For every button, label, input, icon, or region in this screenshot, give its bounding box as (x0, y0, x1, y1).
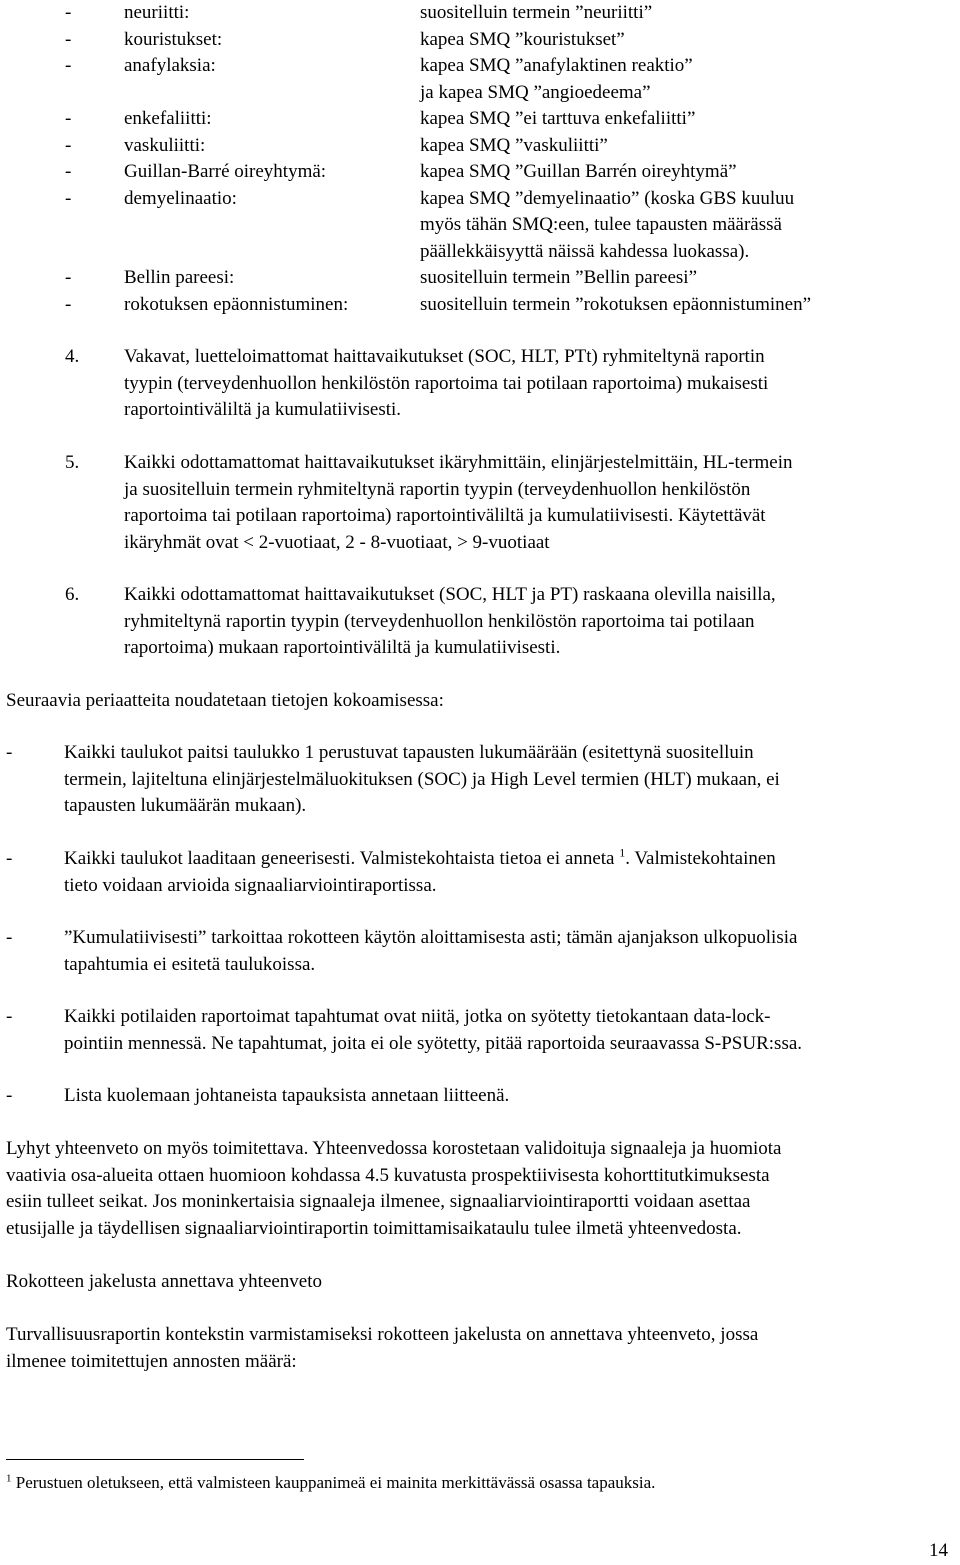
section-heading (6, 1269, 956, 1296)
text-line: Kaikki taulukot paitsi taulukko 1 perustuvat tapausten lukumäärään (esitettynä suositelluin (64, 742, 754, 763)
text-line: pointiin mennessä. Ne tapahtumat, joita ei ole syötetty, pitää raportoida seuraavassa S-PSUR:ssa. (64, 1032, 803, 1054)
mapping-value: kapea SMQ ”kouristukset” (420, 28, 625, 50)
mapping-dash: - (65, 293, 72, 315)
mapping-term: Guillan-Barré oireyhtymä: (124, 161, 327, 182)
mapping-value: suositelluin termein ”Bellin pareesi” (420, 267, 698, 288)
mapping-term: Bellin pareesi: (124, 267, 235, 288)
mapping-term: enkefaliitti: (124, 108, 212, 129)
text-line: ryhmiteltynä raportin tyypin (terveydenhuollon henkilöstön raportoima tai potilaan (124, 610, 755, 632)
text-line: ”Kumulatiivisesti” tarkoittaa rokotteen käytön aloittamisesta asti; tämän ajanjakson ulkopuolisia (64, 927, 798, 948)
text-line: termein, lajiteltuna elinjärjestelmäluokituksen (SOC) ja High Level termien (HLT) mukaan, ei (64, 768, 780, 790)
bullet-dash: - (6, 742, 13, 763)
text-line (64, 846, 954, 873)
mapping-value-continuation: päällekkäisyyttä näissä kahdessa luokassa). (420, 240, 750, 262)
text-line: Kaikki odottamattomat haittavaikutukset (SOC, HLT ja PT) raskaana olevilla naisilla, (124, 584, 776, 605)
bullet-dash: - (6, 848, 13, 869)
mapping-dash: - (65, 2, 72, 23)
bullet-text (64, 846, 954, 899)
mapping-value: kapea SMQ ”vaskuliitti” (420, 134, 608, 156)
mapping-term: rokotuksen epäonnistuminen: (124, 293, 349, 315)
bullet-text (64, 740, 954, 820)
text-line: ikäryhmät ovat < 2-vuotiaat, 2 - 8-vuotiaat, > 9-vuotiaat (124, 531, 550, 553)
item-text (124, 344, 924, 424)
summary-paragraph (6, 1136, 956, 1242)
mapping-value: suositelluin termein ”rokotuksen epäonnistuminen” (420, 293, 812, 315)
text-line: tieto voidaan arvioida signaaliarviointiraportissa. (64, 874, 437, 896)
text-line: Lyhyt yhteenveto on myös toimitettava. Yhteenvedossa korostetaan validoituja signaaleja ja huomiota (6, 1138, 782, 1159)
bullet-dash: - (6, 927, 13, 948)
mapping-dash: - (65, 28, 72, 50)
page-number: 14 (929, 1540, 948, 1561)
text-line: ilmenee toimitettujen annosten määrä: (6, 1350, 297, 1372)
text-line: ja suositelluin termein ryhmiteltynä raportin tyypin (terveydenhuollon henkilöstön (124, 478, 751, 500)
footnote-text: Perustuen oletukseen, että valmisteen kauppanimeä ei mainita merkittävässä osassa tapauksia. (15, 1473, 656, 1492)
mapping-dash: - (65, 161, 72, 182)
mapping-term: vaskuliitti: (124, 134, 206, 156)
item-number: 4. (65, 346, 80, 367)
item-number: 5. (65, 452, 80, 473)
footnote-reference: 1 (619, 845, 626, 860)
item-text (124, 582, 924, 662)
mapping-value-continuation: ja kapea SMQ ”angioedeema” (420, 81, 651, 103)
section-paragraph (6, 1322, 956, 1375)
mapping-term: demyelinaatio: (124, 187, 237, 209)
bullet-text (64, 1004, 954, 1057)
footnote-mark: 1 (6, 1472, 12, 1485)
mapping-term: kouristukset: (124, 28, 223, 50)
mapping-dash: - (65, 187, 72, 209)
text-line: Rokotteen jakelusta annettava yhteenveto (6, 1271, 323, 1292)
text-segment: . Valmistekohtainen (625, 848, 776, 869)
text-line: esiin tulleet seikat. Jos moninkertaisia signaaleja ilmenee, signaaliarviointiraportti voidaan asettaa (6, 1191, 751, 1212)
mapping-value: suositelluin termein ”neuriitti” (420, 2, 653, 23)
mapping-value-continuation: myös tähän SMQ:een, tulee tapausten määrässä (420, 214, 782, 235)
item-number: 6. (65, 584, 80, 605)
mapping-dash: - (65, 55, 72, 76)
text-line: raportointiväliltä ja kumulatiivisesti. (124, 399, 402, 420)
bullet-dash: - (6, 1085, 13, 1106)
text-line: tyypin (terveydenhuollon henkilöstön raportoima tai potilaan raportoima) mukaisesti (124, 372, 769, 394)
text-line: vaativia osa-alueita ottaen huomioon kohdassa 4.5 kuvatusta prospektiivisesta kohorttitutkimuksesta (6, 1164, 770, 1186)
text-line: raportoima) mukaan raportointiväliltä ja kumulatiivisesti. (124, 637, 561, 658)
mapping-value: kapea SMQ ”anafylaktinen reaktio” (420, 55, 693, 76)
bullet-text (64, 1083, 954, 1110)
bullet-text (64, 925, 954, 978)
text-line: Lista kuolemaan johtaneista tapauksista annetaan liitteenä. (64, 1085, 510, 1106)
text-line: tapahtumia ei esitetä taulukoissa. (64, 953, 316, 975)
footnote-separator (6, 1459, 304, 1460)
item-text (124, 450, 924, 556)
mapping-term: neuriitti: (124, 2, 190, 23)
mapping-term: anafylaksia: (124, 55, 216, 76)
mapping-dash: - (65, 267, 72, 288)
mapping-value: kapea SMQ ”Guillan Barrén oireyhtymä” (420, 161, 737, 182)
text-line: Vakavat, luetteloimattomat haittavaikutukset (SOC, HLT, PTt) ryhmiteltynä raportin (124, 346, 765, 367)
text-segment: Kaikki taulukot laaditaan geneerisesti. Valmistekohtaista tietoa ei anneta (64, 848, 615, 869)
text-line: Kaikki odottamattomat haittavaikutukset ikäryhmittäin, elinjärjestelmittäin, HL-termein (124, 452, 793, 473)
text-line: raportoima tai potilaan raportoima) raportointiväliltä ja kumulatiivisesti. Käytettävät (124, 505, 766, 526)
footnote (6, 1470, 655, 1497)
principles-heading (6, 688, 956, 715)
text-line: Seuraavia periaatteita noudatetaan tietojen kokoamisessa: (6, 690, 444, 711)
text-line: Kaikki potilaiden raportoimat tapahtumat ovat niitä, jotka on syötetty tietokantaan data-lock- (64, 1006, 771, 1027)
bullet-dash: - (6, 1006, 13, 1027)
mapping-value: kapea SMQ ”demyelinaatio” (koska GBS kuuluu (420, 187, 795, 209)
text-line: etusijalle ja täydellisen signaaliarviointiraportin toimittamisaikataulu tulee ilmetä yhteenvedosta. (6, 1217, 742, 1239)
mapping-dash: - (65, 108, 72, 129)
mapping-dash: - (65, 134, 72, 156)
mapping-value: kapea SMQ ”ei tarttuva enkefaliitti” (420, 108, 696, 129)
text-line: Turvallisuusraportin kontekstin varmistamiseksi rokotteen jakelusta on annettava yhteenveto, jossa (6, 1324, 759, 1345)
text-line: tapausten lukumäärän mukaan). (64, 795, 307, 816)
